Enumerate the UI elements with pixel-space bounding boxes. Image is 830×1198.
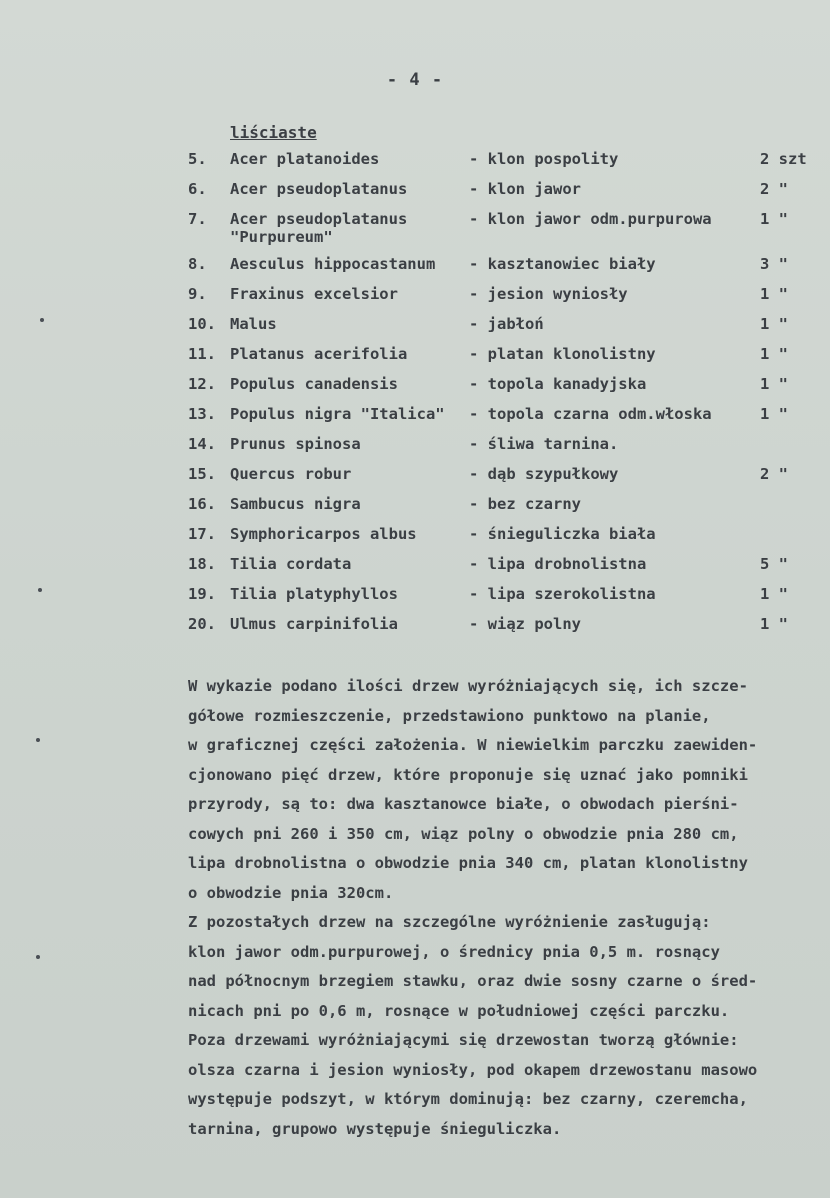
latin-name: Ulmus carpinifolia: [230, 615, 398, 633]
section-heading: liściaste: [230, 123, 317, 142]
item-number: 15.: [188, 465, 216, 483]
item-number: 9.: [188, 285, 207, 303]
paragraph-1: [188, 672, 828, 908]
item-number: 6.: [188, 180, 207, 198]
margin-speck: [38, 588, 42, 592]
polish-name: - lipa szerokolistna: [469, 585, 656, 603]
quantity: 1 ": [760, 375, 788, 393]
latin-name: Acer pseudoplatanus: [230, 180, 408, 198]
list-item: [0, 285, 830, 315]
latin-name: Sambucus nigra: [230, 495, 361, 513]
quantity: 1 ": [760, 345, 788, 363]
item-number: 7.: [188, 210, 207, 228]
latin-name: Prunus spinosa: [230, 435, 361, 453]
quantity: 1 ": [760, 210, 788, 228]
latin-name: Tilia platyphyllos: [230, 585, 398, 603]
list-item: [0, 585, 830, 615]
polish-name: - śliwa tarnina.: [469, 435, 619, 453]
quantity: 2 szt: [760, 150, 807, 168]
latin-name: Quercus robur: [230, 465, 352, 483]
item-number: 13.: [188, 405, 216, 423]
quantity: 2 ": [760, 465, 788, 483]
item-number: 12.: [188, 375, 216, 393]
list-item: [0, 615, 830, 645]
polish-name: - topola kanadyjska: [469, 375, 647, 393]
quantity: 5 ": [760, 555, 788, 573]
polish-name: - wiąz polny: [469, 615, 581, 633]
text-line: lipa drobnolistna o obwodzie pnia 340 cm, platan klonolistny: [188, 854, 748, 872]
list-item: [0, 555, 830, 585]
text-line: w graficznej części założenia. W niewielkim parczku zaewiden-: [188, 736, 758, 754]
text-line: Poza drzewami wyróżniającymi się drzewostan tworzą głównie:: [188, 1031, 739, 1049]
text-line: olsza czarna i jesion wyniosły, pod okapem drzewostanu masowo: [188, 1060, 758, 1079]
body-text: [188, 672, 828, 1144]
item-number: 16.: [188, 495, 216, 513]
page-number: - 4 -: [386, 70, 444, 90]
text-line: gółowe rozmieszczenie, przedstawiono punktowo na planie,: [188, 706, 711, 725]
text-line: występuje podszyt, w którym dominują: bez czarny, czeremcha,: [188, 1090, 748, 1108]
latin-name: [230, 210, 407, 246]
latin-name: Malus: [230, 315, 277, 333]
quantity: 1 ": [760, 615, 788, 633]
list-item: [0, 465, 830, 495]
text-line: tarnina, grupowo występuje śnieguliczka.: [188, 1119, 562, 1138]
list-item: [0, 315, 830, 345]
list-item: [0, 435, 830, 465]
list-item: [0, 345, 830, 375]
list-item: [0, 210, 830, 255]
list-item: [0, 375, 830, 405]
quantity: 2 ": [760, 180, 788, 198]
list-item: [0, 180, 830, 210]
latin-name: Populus nigra "Italica": [230, 405, 445, 423]
item-number: 11.: [188, 345, 216, 363]
item-number: 8.: [188, 255, 207, 273]
polish-name: - śnieguliczka biała: [469, 525, 656, 543]
latin-name: Acer platanoides: [230, 150, 380, 168]
list-item: [0, 405, 830, 435]
polish-name: - klon jawor: [469, 180, 581, 198]
quantity: 1 ": [760, 285, 788, 303]
polish-name: - klon jawor odm.purpurowa: [469, 210, 712, 228]
quantity: 1 ": [760, 585, 788, 603]
polish-name: - klon pospolity: [469, 150, 619, 168]
item-number: 10.: [188, 315, 216, 333]
polish-name: - platan klonolistny: [469, 345, 656, 363]
item-number: 17.: [188, 525, 216, 543]
latin-name: Fraxinus excelsior: [230, 285, 398, 303]
quantity: 3 ": [760, 255, 788, 273]
text-line: nicach pni po 0,6 m, rosnące w południowej części parczku.: [188, 1001, 730, 1020]
polish-name: - topola czarna odm.włoska: [469, 405, 712, 423]
margin-speck: [36, 955, 40, 959]
latin-name: Platanus acerifolia: [230, 345, 408, 363]
item-number: 19.: [188, 585, 216, 603]
quantity: 1 ": [760, 405, 788, 423]
text-line: cowych pni 260 i 350 cm, wiąz polny o obwodzie pnia 280 cm,: [188, 824, 739, 843]
item-number: 20.: [188, 615, 216, 633]
latin-name: Tilia cordata: [230, 555, 352, 573]
polish-name: - bez czarny: [469, 495, 581, 513]
latin-name: Symphoricarpos albus: [230, 525, 417, 543]
list-item: [0, 150, 830, 180]
text-line: nad północnym brzegiem stawku, oraz dwie sosny czarne o śred-: [188, 972, 758, 990]
text-line: o obwodzie pnia 320cm.: [188, 883, 394, 902]
latin-name: Populus canadensis: [230, 375, 398, 393]
item-number: 5.: [188, 150, 207, 168]
margin-speck: [36, 738, 40, 742]
text-line: Z pozostałych drzew na szczególne wyróżnienie zasługują:: [188, 913, 711, 931]
polish-name: - kasztanowiec biały: [469, 255, 656, 273]
text-line: klon jawor odm.purpurowej, o średnicy pnia 0,5 m. rosnący: [188, 942, 720, 961]
list-item: [0, 525, 830, 555]
latin-name-line1: Acer pseudoplatanus: [230, 210, 408, 228]
tree-list: [0, 150, 830, 645]
polish-name: - jesion wyniosły: [469, 285, 628, 303]
text-line: W wykazie podano ilości drzew wyróżniających się, ich szcze-: [188, 677, 748, 695]
text-line: cjonowano pięć drzew, które proponuje się uznać jako pomniki: [188, 765, 748, 784]
quantity: 1 ": [760, 315, 788, 333]
polish-name: - jabłoń: [469, 315, 544, 333]
list-item: [0, 495, 830, 525]
item-number: 18.: [188, 555, 216, 573]
item-number: 14.: [188, 435, 216, 453]
polish-name: - lipa drobnolistna: [469, 555, 647, 573]
paragraph-2: [188, 908, 828, 1144]
text-line: przyrody, są to: dwa kasztanowce białe, o obwodach pierśni-: [188, 795, 739, 813]
latin-name: Aesculus hippocastanum: [230, 255, 436, 273]
polish-name: - dąb szypułkowy: [469, 465, 619, 483]
margin-speck: [40, 318, 44, 322]
latin-name-line2: "Purpureum": [230, 228, 333, 246]
list-item: [0, 255, 830, 285]
